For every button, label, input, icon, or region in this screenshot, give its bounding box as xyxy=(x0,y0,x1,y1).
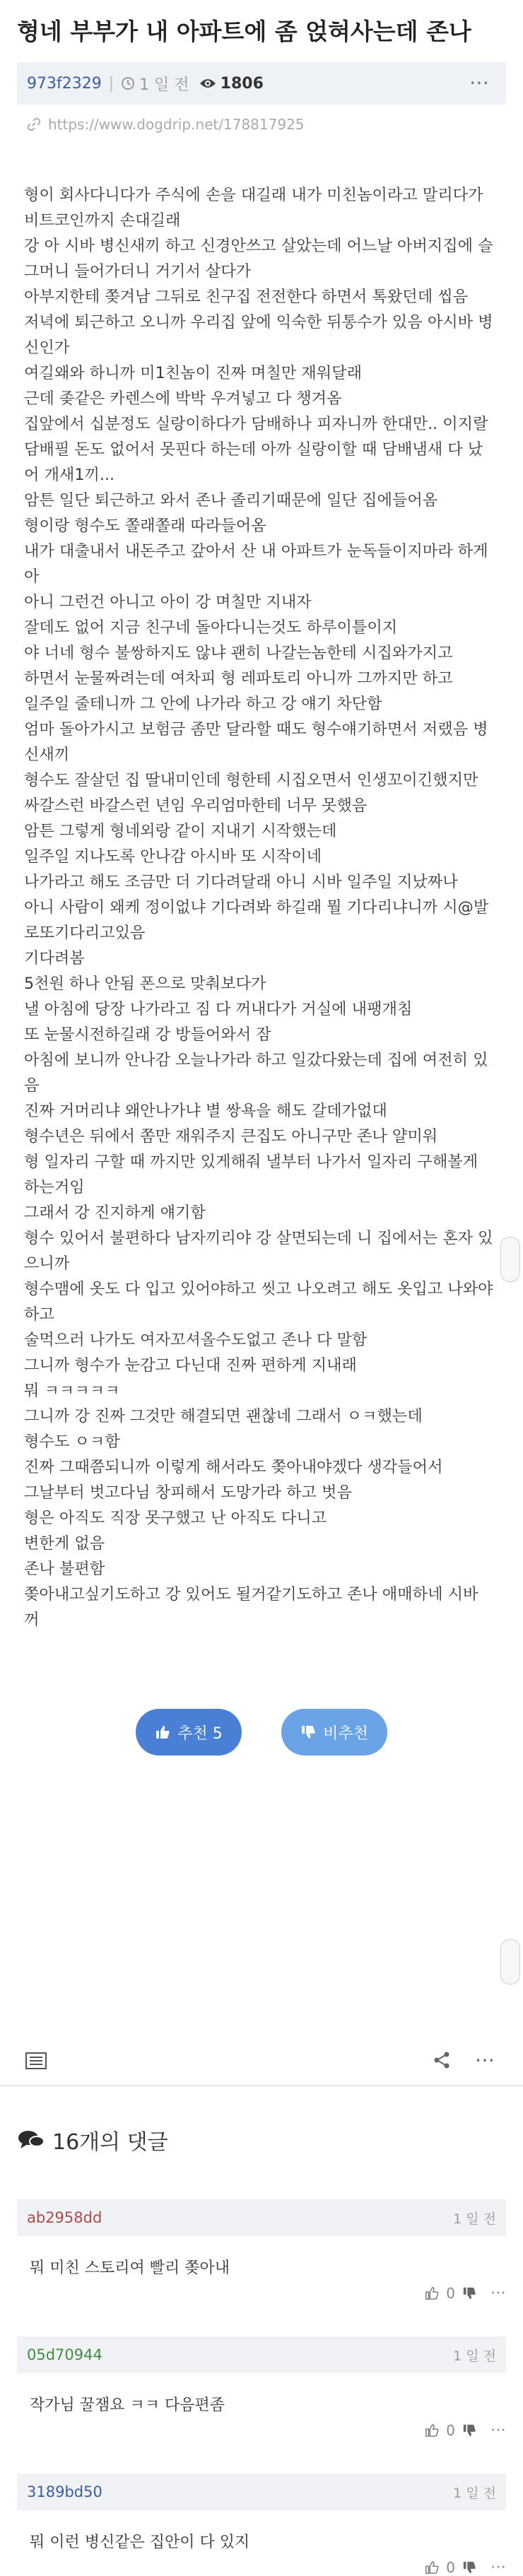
article-line: 형수도 ㅇㅋ함 xyxy=(24,1433,120,1451)
article-line: 하고 xyxy=(24,1305,54,1324)
article-line: 진짜 그때쯤되니까 이렇게 해서라도 쫒아내야겠다 생각들어서 xyxy=(24,1458,443,1476)
article-line: 형수년은 뒤에서 쫌만 재워주지 큰집도 아니구만 존나 얄미워 xyxy=(24,1127,438,1146)
article-line: 근데 좆같은 카렌스에 박박 우겨넣고 다 챙겨옴 xyxy=(24,389,342,408)
article-line: 으니까 xyxy=(24,1254,70,1273)
article-body xyxy=(0,133,523,1633)
article-line: 저녁에 퇴근하고 오니까 우리집 앞에 익숙한 뒤통수가 있음 아시바 병 xyxy=(24,313,493,331)
comment-author[interactable]: 3189bd50 xyxy=(27,2483,102,2500)
toolbar-more-icon[interactable]: ⋯ xyxy=(475,2048,495,2071)
article-line: 엄마 돌아가시고 보험금 좀만 달라할 때도 형수얘기하면서 저랬음 병 xyxy=(24,720,488,739)
comment-author[interactable]: ab2958dd xyxy=(27,2209,102,2226)
post-views xyxy=(199,75,264,93)
comments-count-title: 16개의 댓글 xyxy=(52,2130,168,2155)
article-line: 나가라고 해도 조금만 더 기다려달래 아니 시바 일주일 지났짜나 xyxy=(24,873,458,891)
vote-row xyxy=(0,1709,523,1755)
post-meta xyxy=(17,62,506,105)
article-line: 5천원 하나 안됨 폰으로 맞춰보다가 xyxy=(24,975,266,993)
article-line: 싸갈스런 바갈스런 년임 우리엄마한테 너무 못했음 xyxy=(24,796,368,815)
comment-time: 1 일 전 xyxy=(453,2485,496,2501)
article-line: 아 xyxy=(24,567,40,586)
article-line: 암튼 일단 퇴근하고 와서 존나 졸리기때문에 일단 집에들어옴 xyxy=(24,491,438,510)
article-line: 낼 아침에 당장 나가라고 짐 다 꺼내다가 거실에 내팽개침 xyxy=(24,1000,413,1018)
article-line: 일주일 줄테니까 그 안에 나가라 하고 강 얘기 차단함 xyxy=(24,695,382,713)
article-line: 형이 회사다니다가 주식에 손을 대길래 내가 미친놈이라고 말리다가 xyxy=(24,186,483,204)
comment-more-icon[interactable]: ⋯ xyxy=(490,2421,506,2439)
article-line: 형수도 잘살던 집 딸내미인데 형한테 시집오면서 인생꼬이긴했지만 xyxy=(24,771,478,789)
comment-text: 뭐 미친 스토리여 빨리 쫒아내 xyxy=(30,2259,230,2277)
comment-more-icon[interactable]: ⋯ xyxy=(490,2558,506,2576)
upvote-label: 추천 5 xyxy=(177,1724,223,1743)
comment-actions xyxy=(425,2284,506,2302)
comment-text: 뭐 이런 병신같은 집안이 다 있지 xyxy=(30,2534,250,2551)
article-line: 기다려봄 xyxy=(24,949,85,968)
article-line: 강 아 시바 병신새끼 하고 신경안쓰고 살았는데 어느날 아버지집에 슬 xyxy=(24,237,493,255)
post-title: 형네 부부가 내 아파트에 좀 얹혀사는데 존나 xyxy=(17,18,471,45)
article-line: 내가 대출내서 내돈주고 갚아서 산 내 아파트가 눈독들이지마라 하게 xyxy=(24,542,488,560)
article-line: 잘데도 없어 지금 친구네 돌아다니는것도 하루이틀이지 xyxy=(24,618,398,637)
article-line: 형수 있어서 불편하다 남자끼리야 강 살면되는데 니 집에서는 혼자 있 xyxy=(24,1229,493,1247)
comment-header xyxy=(17,2336,506,2373)
article-line: 형이랑 형수도 쫄래쫄래 따라들어옴 xyxy=(24,517,266,535)
comment-item xyxy=(17,2336,506,2439)
thumbs-down-icon[interactable] xyxy=(462,2423,476,2437)
downvote-button[interactable] xyxy=(281,1709,387,1755)
comments-icon xyxy=(17,2129,45,2151)
article-line: 그래서 강 진지하게 얘기함 xyxy=(24,1204,206,1222)
article-line: 하면서 눈물짜려는데 여차피 형 레파토리 아니까 그까지만 하고 xyxy=(24,669,453,688)
thumbs-up-icon[interactable] xyxy=(425,2286,439,2300)
article-line: 일주일 지나도록 안나감 아시바 또 시작이네 xyxy=(24,847,322,866)
thumbs-down-icon[interactable] xyxy=(462,2560,476,2575)
post-time-text: 1 일 전 xyxy=(139,76,189,94)
comment-like-count: 0 xyxy=(446,2421,455,2439)
article-line: 그니까 강 진짜 그것만 해결되면 괜찮네 그래서 ㅇㅋ했는데 xyxy=(24,1407,423,1425)
comment-more-icon[interactable]: ⋯ xyxy=(490,2284,506,2302)
link-icon xyxy=(27,117,41,131)
comment-time: 1 일 전 xyxy=(453,2211,496,2227)
article-line: 그머니 들어가더니 거기서 살다가 xyxy=(24,262,252,281)
article-line: 신인가 xyxy=(24,339,70,357)
article-line: 꺼 xyxy=(24,1611,40,1629)
article-line: 음 xyxy=(24,1076,40,1095)
article-line: 뭐 ㅋㅋㅋㅋㅋ xyxy=(24,1382,120,1400)
comment-like-count: 0 xyxy=(446,2558,455,2576)
comment-header xyxy=(17,2474,506,2510)
article-line: 그니까 형수가 눈감고 다닌대 진짜 편하게 지내래 xyxy=(24,1356,357,1375)
article-line: 또 눈물시전하길래 강 방들어와서 잠 xyxy=(24,1025,271,1044)
comment-item xyxy=(17,2199,506,2302)
article-line: 형수맴에 옷도 다 입고 있어야하고 씻고 나오려고 해도 옷입고 나와야 xyxy=(24,1280,493,1298)
share-icon[interactable] xyxy=(433,2051,451,2069)
post-author[interactable]: 973f2329 xyxy=(27,74,102,93)
downvote-label: 비추천 xyxy=(323,1724,368,1743)
eye-icon xyxy=(199,77,216,90)
article-line: 비트코인까지 손대길래 xyxy=(24,211,181,230)
article-line: 야 너네 형수 불쌍하지도 않냐 괜히 나갈는놈한테 시집와가지고 xyxy=(24,644,453,662)
article-line: 형은 아직도 직장 못구했고 난 아직도 다니고 xyxy=(24,1509,327,1527)
comments-header xyxy=(17,2124,168,2156)
article-line: 여길왜와 하니까 미1친놈이 진짜 며칠만 재워달래 xyxy=(24,364,363,382)
post-views-count: 1806 xyxy=(220,74,264,93)
thumbs-up-icon xyxy=(155,1724,170,1740)
comment-author[interactable]: 05d70944 xyxy=(27,2346,102,2363)
scroll-handle[interactable] xyxy=(500,1237,520,1282)
article-line: 술먹으러 나가도 여자꼬셔올수도없고 존나 다 말함 xyxy=(24,1331,368,1349)
comment-time: 1 일 전 xyxy=(453,2348,496,2364)
upvote-button[interactable] xyxy=(136,1709,242,1755)
comment-item xyxy=(17,2474,506,2576)
article-line: 존나 불편함 xyxy=(24,1560,105,1578)
more-icon[interactable]: ⋯ xyxy=(469,71,490,94)
list-icon[interactable] xyxy=(25,2052,47,2069)
article-line: 아니 사람이 왜케 정이없냐 기다려봐 하길래 뭘 기다리냐니까 시@발 xyxy=(24,898,489,917)
comment-actions xyxy=(425,2421,506,2439)
article-line: 암튼 그렇게 형네외랑 같이 지내기 시작했는데 xyxy=(24,822,337,840)
article-line: 쫒아내고싶기도하고 강 있어도 될거같기도하고 존나 애매하네 시바 xyxy=(24,1585,478,1604)
thumbs-down-icon[interactable] xyxy=(462,2286,476,2300)
comment-header xyxy=(17,2199,506,2236)
meta-divider: | xyxy=(108,74,114,93)
article-line: 신새끼 xyxy=(24,746,70,764)
article-line: 형 일자리 구할 때 까지만 있게해줘 낼부터 나가서 일자리 구해볼게 xyxy=(24,1153,478,1171)
thumbs-up-icon[interactable] xyxy=(425,2423,439,2437)
clock-icon xyxy=(121,76,135,90)
comment-like-count: 0 xyxy=(446,2284,455,2302)
thumbs-down-icon xyxy=(300,1724,316,1740)
post-time xyxy=(121,73,189,95)
scroll-handle-2[interactable] xyxy=(500,1939,520,1984)
article-line: 집앞에서 십분정도 실랑이하다가 담배하나 피자니까 한대만.. 이지랄 xyxy=(24,415,488,433)
article-line: 로또기다리고있음 xyxy=(24,924,146,942)
article-line: 변한게 없음 xyxy=(24,1534,105,1553)
comment-text: 작가님 꿀잼요 ㅋㅋ 다음편좀 xyxy=(30,2396,225,2414)
post-url[interactable]: https://www.dogdrip.net/178817925 xyxy=(48,116,305,133)
article-line: 그날부터 벗고다님 창피해서 도망가라 하고 벗음 xyxy=(24,1483,352,1502)
thumbs-up-icon[interactable] xyxy=(425,2560,439,2575)
post-url-row xyxy=(27,116,523,133)
post-toolbar xyxy=(0,2047,523,2075)
article-line: 하는거임 xyxy=(24,1178,85,1196)
article-line: 아침에 보니까 안나감 오늘나가라 하고 일갔다왔는데 집에 여전히 있 xyxy=(24,1051,488,1069)
article-line: 아부지한테 쫒겨남 그뒤로 친구집 전전한다 하면서 톡왔던데 씹음 xyxy=(24,288,469,306)
comment-actions xyxy=(425,2558,506,2576)
section-divider xyxy=(0,2085,523,2086)
article-line: 어 개새1끼... xyxy=(24,466,115,484)
article-line: 담배필 돈도 없어서 못핀다 하는데 아까 실랑이할 때 담배냄새 다 났 xyxy=(24,440,483,459)
article-line: 아니 그런건 아니고 아이 강 며칠만 지내자 xyxy=(24,593,312,611)
article-line: 진짜 거머리냐 왜안나가냐 별 쌍욕을 해도 갈데가없대 xyxy=(24,1102,387,1120)
